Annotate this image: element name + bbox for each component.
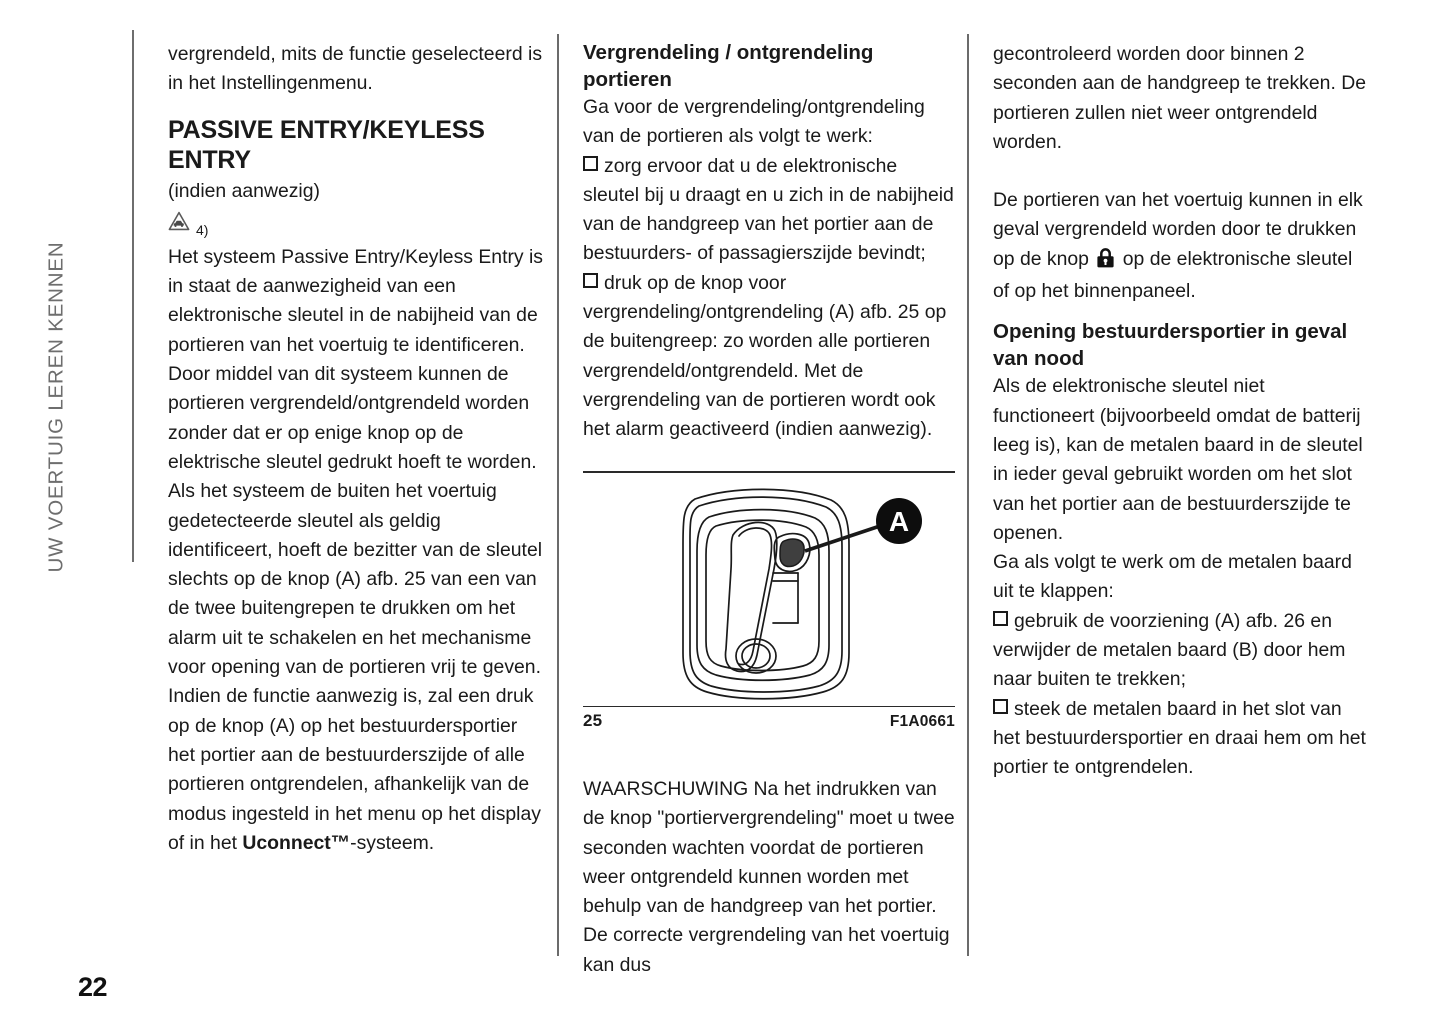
warning-triangle-car-icon (168, 211, 190, 240)
column-right (993, 40, 1368, 783)
page-number: 22 (78, 972, 108, 1002)
square-bullet-icon (993, 611, 1008, 626)
warning-paragraph: WAARSCHUWING Na het indrukken van de knop "portiervergrendeling" moet u twee seconden wachten voordat de portieren weer ontgrendeld kunnen worden met behulp van de handgreep van het portier. De correcte vergrendeling van het voertuig kan dus (583, 778, 955, 976)
middle-bullet-2-text: druk op de knop voor vergrendeling/ontgrendeling (A) afb. 25 op de buitengreep: zo worden alle portieren vergrendeld/ontgrendeld. Met de vergrendeling van de portieren wordt ook het alarm geactiveerd (indien aanwezig). (583, 271, 947, 441)
right-bullet-2-text: steek de metalen baard in het slot van het bestuurdersportier en draai hem om het portier te ontgrendelen. (993, 697, 1366, 779)
figure-number: 25 (583, 711, 603, 731)
left-paragraph-4 (168, 682, 543, 858)
footnote-marker: 4) (196, 221, 209, 238)
right-paragraph-2: Ga als volgt te werk om de metalen baard uit te klappen: (993, 551, 1352, 603)
left-paragraph-4-prefix: Indien de functie aanwezig is, zal een druk op de knop (A) op het bestuurdersportier het portier aan de bestuurderszijde of alle portieren ontgrendelen, afhankelijk van de modus ingesteld in het menu op het display of in het (168, 685, 541, 854)
callout-label-a: A (888, 505, 910, 537)
left-paragraph-3: Als het systeem de buiten het voertuig gedetecteerde sleutel als geldig identificeert, hoeft de bezitter van de sleutel slechts op de knop (A) afb. 25 van een van de twee buitengrepen te drukken om het alarm uit te schakelen en het mechanisme voor opening van de portieren vrij te geven. (168, 480, 543, 679)
column-divider-2 (967, 34, 969, 956)
column-middle (583, 40, 958, 445)
left-continued-paragraph: vergrendeld, mits de functie geselecteerd is in het Instellingenmenu. (168, 43, 543, 95)
square-bullet-icon (583, 156, 598, 171)
right-continued-paragraph: gecontroleerd worden door binnen 2 seconden aan de handgreep te trekken. De portieren zullen niet weer ontgrendeld worden. (993, 43, 1367, 153)
figure-caption (583, 707, 955, 731)
running-header-rule (132, 30, 134, 562)
footnote-symbol-row (168, 213, 543, 239)
uconnect-brand: Uconnect™ (242, 831, 351, 854)
locking-unlocking-heading: Vergrendeling / ontgrendeling portieren (583, 41, 874, 91)
left-paragraph-1: Het systeem Passive Entry/Keyless Entry is in staat de aanwezigheid van een elektronische sleutel in de nabijheid van de portieren van het voertuig te identificeren. (168, 245, 544, 356)
emergency-opening-heading: Opening bestuurdersportier in geval van nood (993, 320, 1348, 370)
right-bullet-2 (993, 695, 1368, 783)
column-divider-1 (557, 34, 559, 956)
square-bullet-icon (993, 699, 1008, 714)
passive-entry-heading: PASSIVE ENTRY/KEYLESS ENTRY (168, 115, 485, 174)
padlock-closed-icon (1096, 247, 1115, 277)
right-bullet-1-text: gebruik de voorziening (A) afb. 26 en verwijder de metalen baard (B) door hem naar buiten te trekken; (993, 609, 1346, 691)
square-bullet-icon (583, 273, 598, 288)
right-lock-paragraph (993, 186, 1368, 306)
figure-25 (583, 471, 955, 731)
middle-bullet-2 (583, 269, 958, 445)
car-door-handle-illustration (583, 473, 955, 706)
right-lock-paragraph-suffix: op de elektronische sleutel of op het binnenpaneel. (993, 247, 1353, 303)
figure-illustration-area (583, 473, 955, 706)
right-paragraph-1: Als de elektronische sleutel niet functioneert (bijvoorbeeld omdat de batterij leeg is), kan de metalen baard in de sleutel in ieder geval gebruikt worden om het slot van het portier aan de bestuurderszijde te openen. (993, 375, 1363, 544)
column-left (168, 40, 543, 858)
passive-entry-subnote: (indien aanwezig) (168, 179, 320, 202)
middle-warning-block (583, 775, 958, 980)
left-paragraph-2: Door middel van dit systeem kunnen de portieren vergrendeld/ontgrendeld worden zonder dat er op enige knop op de elektrische sleutel gedrukt hoeft te worden. (168, 363, 537, 473)
right-bullet-1 (993, 607, 1368, 695)
middle-intro-paragraph: Ga voor de vergrendeling/ontgrendeling van de portieren als volgt te werk: (583, 96, 925, 148)
paragraph-spacer (993, 157, 1368, 186)
right-lock-paragraph-prefix: De portieren van het voertuig kunnen in elk geval vergrendeld worden door te drukken op de knop (993, 189, 1363, 270)
running-header (0, 30, 68, 590)
figure-code: F1A0661 (889, 713, 955, 731)
middle-bullet-1-text: zorg ervoor dat u de elektronische sleutel bij u draagt en u zich in de nabijheid van de handgreep van het portier aan de bestuurders- of passagierszijde bevindt; (583, 154, 954, 265)
middle-bullet-1 (583, 152, 958, 269)
left-paragraph-4-suffix: -systeem. (350, 831, 435, 854)
running-header-label: UW VOERTUIG LEREN KENNEN (44, 241, 68, 573)
